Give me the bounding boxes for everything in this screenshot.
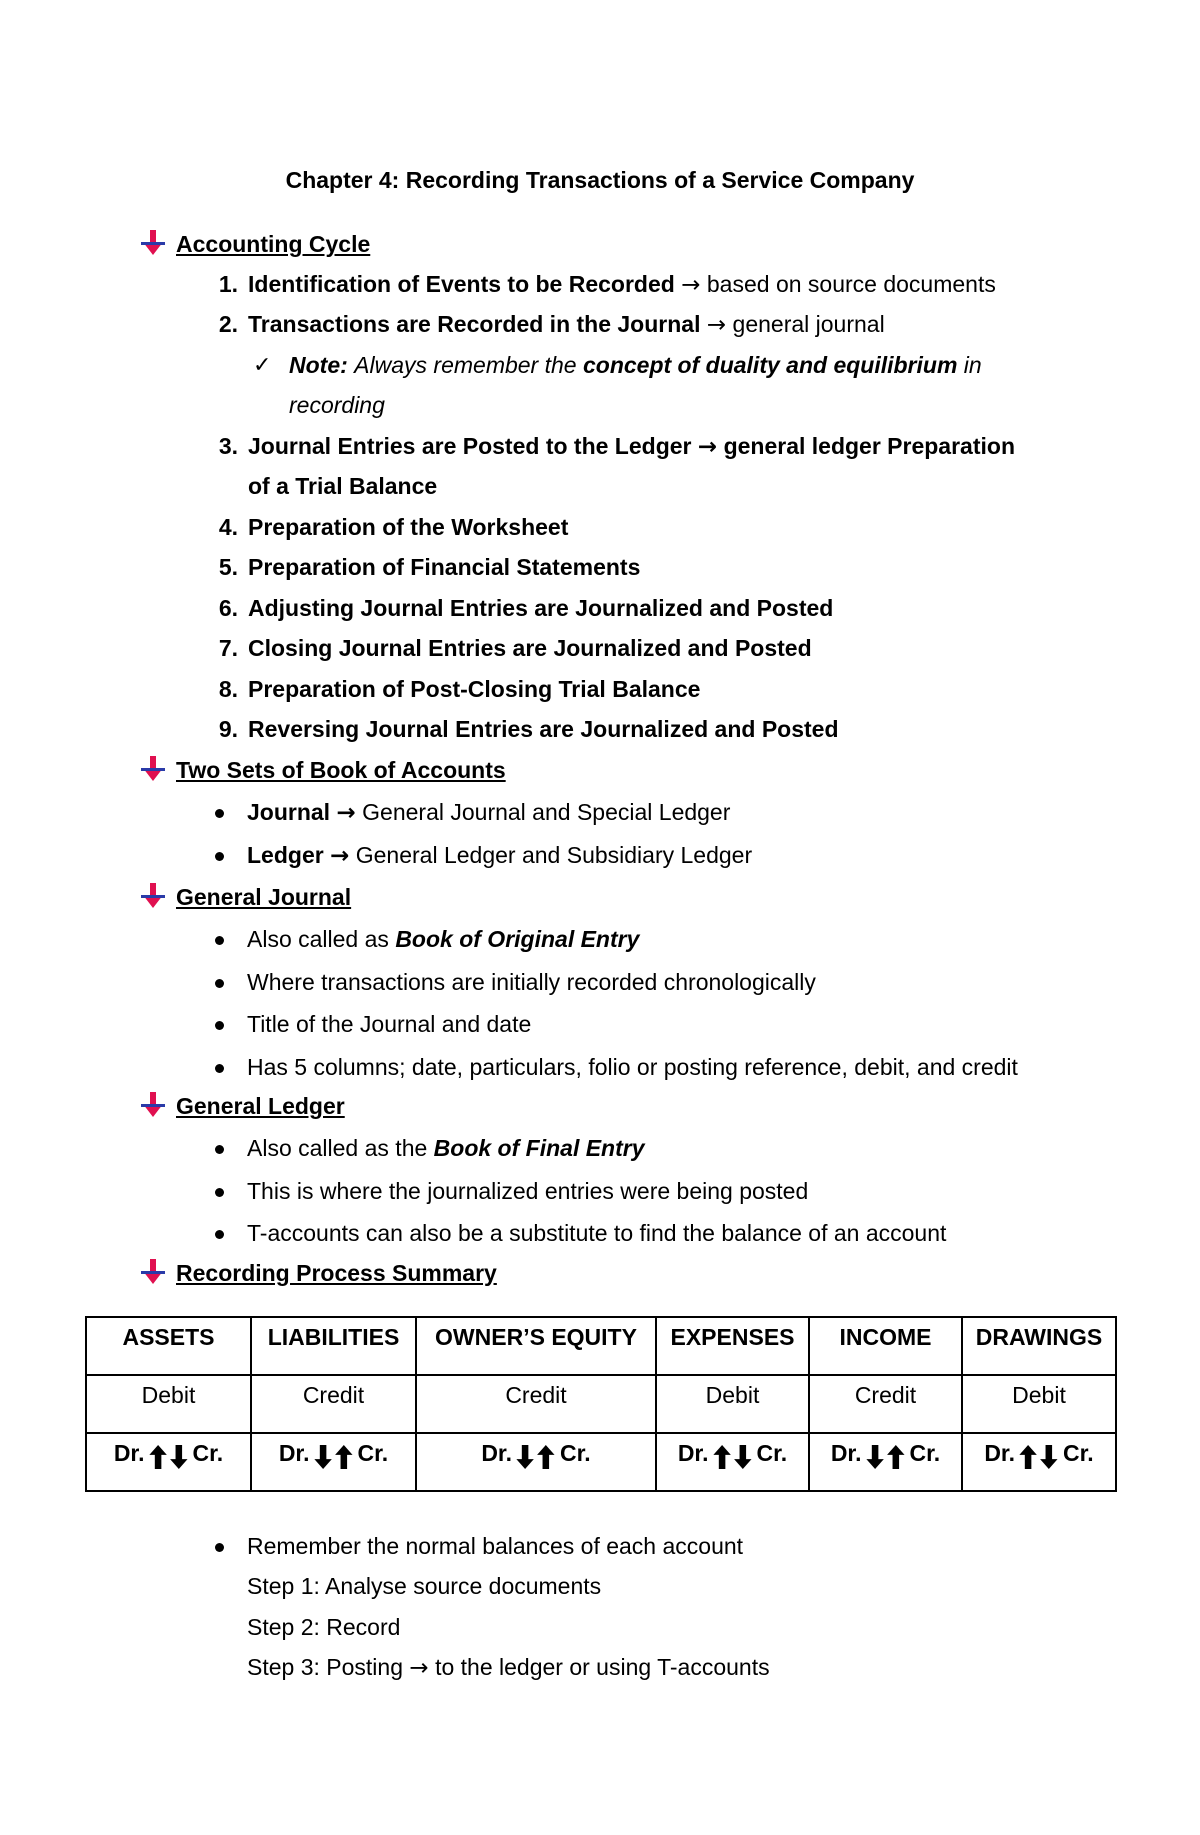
list-item: Preparation of Post-Closing Trial Balance xyxy=(248,676,701,702)
list-item: Ledger → General Ledger and Subsidiary Ledger xyxy=(247,842,753,869)
list-item: Also called as the Book of Final Entry xyxy=(247,1135,645,1161)
table-header-cell: ASSETS xyxy=(86,1317,251,1375)
list-item: Transactions are Recorded in the Journal → general journal xyxy=(248,311,885,338)
list-number: 5. xyxy=(218,554,238,580)
arrows-icon xyxy=(512,1440,560,1466)
cr-label: Cr. xyxy=(357,1440,389,1466)
bullet-icon xyxy=(215,1064,224,1073)
list-item: Preparation of the Worksheet xyxy=(248,514,569,540)
table-header-row xyxy=(86,1317,1116,1375)
list-item-continued: of a Trial Balance xyxy=(248,473,438,499)
list-number: 4. xyxy=(218,514,238,540)
dr-label: Dr. xyxy=(677,1440,709,1466)
list-number: 3. xyxy=(218,433,238,459)
list-item: This is where the journalized entries were being posted xyxy=(247,1178,809,1204)
section-heading-recording-process: Recording Process Summary xyxy=(176,1260,497,1286)
dr-label: Dr. xyxy=(278,1440,310,1466)
table-cell: Debit xyxy=(86,1375,251,1433)
dr-label: Dr. xyxy=(830,1440,862,1466)
bullet-icon xyxy=(215,852,224,861)
section-heading-two-sets: Two Sets of Book of Accounts xyxy=(176,757,506,783)
table-cell: Debit xyxy=(656,1375,809,1433)
arrows-icon xyxy=(1015,1440,1063,1466)
table-cell: Debit xyxy=(962,1375,1116,1433)
table-header-cell: INCOME xyxy=(809,1317,962,1375)
list-number: 2. xyxy=(218,311,238,337)
step-line: Step 1: Analyse source documents xyxy=(247,1573,602,1599)
section-heading-accounting-cycle: Accounting Cycle xyxy=(176,231,371,257)
step-line: Step 3: Posting → to the ledger or using T-accounts xyxy=(247,1654,770,1681)
table-cell: Credit xyxy=(251,1375,416,1433)
cr-label: Cr. xyxy=(1063,1440,1094,1466)
table-cell xyxy=(416,1433,656,1491)
table-cell xyxy=(251,1433,416,1491)
bullet-icon xyxy=(215,1021,224,1030)
page-title: Chapter 4: Recording Transactions of a Service Company xyxy=(285,167,915,193)
recording-summary-table xyxy=(85,1316,1117,1492)
section-heading-general-ledger: General Ledger xyxy=(176,1093,345,1119)
arrows-icon xyxy=(862,1440,910,1466)
table-header-cell: OWNER’S EQUITY xyxy=(416,1317,656,1375)
list-item: Journal → General Journal and Special Ledger xyxy=(247,799,731,826)
table-cell xyxy=(656,1433,809,1491)
note-line-continued: recording xyxy=(289,392,385,418)
table-row xyxy=(86,1375,1116,1433)
list-number: 8. xyxy=(218,676,238,702)
list-item: Closing Journal Entries are Journalized and Posted xyxy=(248,635,812,661)
list-item: Reversing Journal Entries are Journalized and Posted xyxy=(248,716,839,742)
list-item: Journal Entries are Posted to the Ledger → general ledger Preparation xyxy=(248,433,1015,460)
list-number: 9. xyxy=(218,716,238,742)
table-row xyxy=(86,1433,1116,1491)
arrow-bullet-icon xyxy=(141,230,165,256)
checkmark-icon: ✓ xyxy=(253,352,272,377)
table-cell xyxy=(962,1433,1116,1491)
bullet-icon xyxy=(215,1188,224,1197)
list-item: T-accounts can also be a substitute to find the balance of an account xyxy=(247,1220,947,1246)
list-item: Where transactions are initially recorded chronologically xyxy=(247,969,816,995)
arrow-bullet-icon xyxy=(141,1092,165,1118)
list-number: 7. xyxy=(218,635,238,661)
list-item: Preparation of Financial Statements xyxy=(248,554,641,580)
bullet-icon xyxy=(215,936,224,945)
cr-label: Cr. xyxy=(909,1440,941,1466)
table-header-cell: EXPENSES xyxy=(656,1317,809,1375)
arrow-bullet-icon xyxy=(141,883,165,909)
list-item: Remember the normal balances of each account xyxy=(247,1533,744,1559)
arrows-icon xyxy=(145,1440,193,1466)
bullet-icon xyxy=(215,1145,224,1154)
cr-label: Cr. xyxy=(192,1440,224,1466)
dr-label: Dr. xyxy=(984,1440,1015,1466)
section-heading-general-journal: General Journal xyxy=(176,884,352,910)
bullet-icon xyxy=(215,1230,224,1239)
list-item: Title of the Journal and date xyxy=(247,1011,532,1037)
table-cell xyxy=(86,1433,251,1491)
bullet-icon xyxy=(215,1543,224,1552)
dr-label: Dr. xyxy=(113,1440,145,1466)
arrows-icon xyxy=(709,1440,757,1466)
list-item: Has 5 columns; date, particulars, folio or posting reference, debit, and credit xyxy=(247,1054,1018,1080)
list-number: 6. xyxy=(218,595,238,621)
bullet-icon xyxy=(215,809,224,818)
cr-label: Cr. xyxy=(560,1440,591,1466)
table-cell: Credit xyxy=(416,1375,656,1433)
table-header-cell: LIABILITIES xyxy=(251,1317,416,1375)
bullet-icon xyxy=(215,979,224,988)
step-line: Step 2: Record xyxy=(247,1614,401,1640)
list-number: 1. xyxy=(218,271,238,297)
list-item: Identification of Events to be Recorded → based on source documents xyxy=(248,271,996,298)
dr-label: Dr. xyxy=(481,1440,512,1466)
table-cell: Credit xyxy=(809,1375,962,1433)
arrows-icon xyxy=(310,1440,358,1466)
arrow-bullet-icon xyxy=(141,1259,165,1285)
note-line: Note: Always remember the concept of duality and equilibrium in xyxy=(289,352,982,378)
list-item: Also called as Book of Original Entry xyxy=(247,926,640,952)
table-header-cell: DRAWINGS xyxy=(962,1317,1116,1375)
arrow-bullet-icon xyxy=(141,756,165,782)
table-cell xyxy=(809,1433,962,1491)
cr-label: Cr. xyxy=(756,1440,788,1466)
list-item: Adjusting Journal Entries are Journalized and Posted xyxy=(248,595,834,621)
